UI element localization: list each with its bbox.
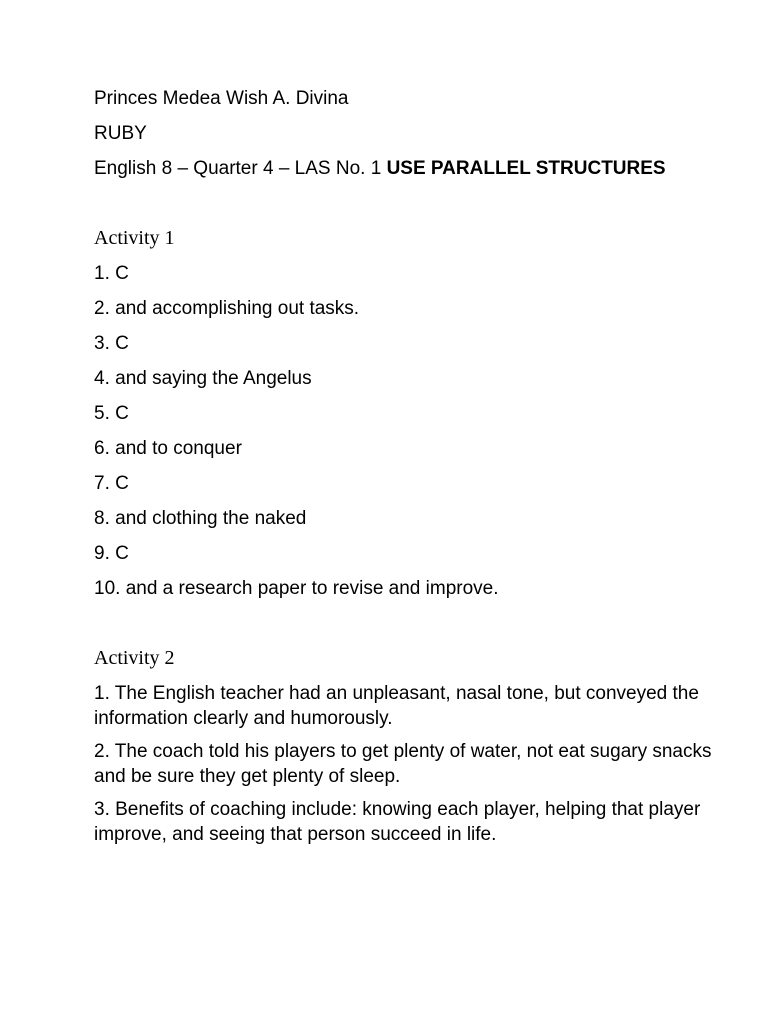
- list-item: 7. C: [94, 473, 129, 494]
- activity-1-list: [94, 261, 714, 601]
- list-item: 10. and a research paper to revise and improve.: [94, 578, 499, 599]
- document-page: [94, 86, 714, 855]
- list-item: 2. and accomplishing out tasks.: [94, 298, 360, 319]
- subject-text: English 8 – Quarter 4 – LAS No. 1: [94, 158, 387, 179]
- list-item: 5. C: [94, 403, 129, 424]
- list-item: 4. and saying the Angelus: [94, 368, 312, 389]
- list-item: 9. C: [94, 543, 129, 564]
- activity-1-heading: Activity 1: [94, 227, 175, 249]
- activity-2-list: [94, 681, 714, 847]
- document-title: [94, 156, 714, 181]
- list-item: 1. The English teacher had an unpleasant, nasal tone, but conveyed the information clearly and humorously.: [94, 683, 699, 729]
- list-item: 2. The coach told his players to get plenty of water, not eat sugary snacks and be sure they get plenty of sleep.: [94, 741, 712, 787]
- section-name: RUBY: [94, 123, 147, 144]
- activity-2-heading: Activity 2: [94, 647, 175, 669]
- topic-text: USE PARALLEL STRUCTURES: [386, 158, 666, 179]
- list-item: 1. C: [94, 263, 129, 284]
- list-item: 3. Benefits of coaching include: knowing each player, helping that player improve, and seeing that person succeed in life.: [94, 799, 701, 845]
- list-item: 3. C: [94, 333, 129, 354]
- list-item: 6. and to conquer: [94, 438, 242, 459]
- student-name: Princes Medea Wish A. Divina: [94, 88, 349, 109]
- list-item: 8. and clothing the naked: [94, 508, 307, 529]
